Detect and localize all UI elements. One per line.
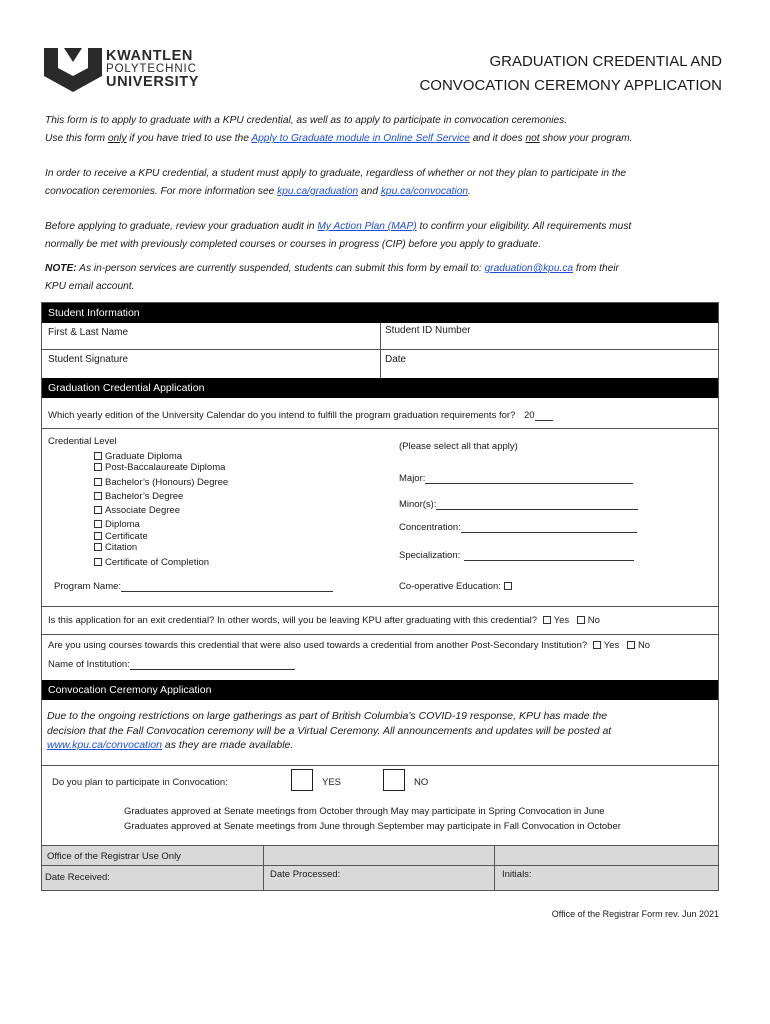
divider xyxy=(42,865,718,866)
intro-p3-line2: normally be met with previously completed courses or courses in progress (CIP) before you apply to graduate. xyxy=(45,239,542,250)
checkbox[interactable] xyxy=(94,506,102,514)
student-id-field[interactable]: Student ID Number xyxy=(385,325,471,336)
apply-to-graduate-link[interactable]: Apply to Graduate module in Online Self Service xyxy=(251,133,470,144)
credential-option[interactable]: Citation xyxy=(94,541,228,555)
logo-line-1: KWANTLEN xyxy=(106,48,193,64)
credential-option[interactable]: Associate Degree xyxy=(94,504,228,518)
convocation-website-link[interactable]: www.kpu.ca/convocation xyxy=(47,739,162,751)
credential-option[interactable]: Bachelor’s Degree xyxy=(94,490,228,504)
title-line-1: GRADUATION CREDENTIAL AND xyxy=(489,53,722,70)
student-info-header: Student Information xyxy=(42,303,718,323)
divider xyxy=(42,634,718,635)
intro-p1-line2: Use this form only if you have tried to use the Apply to Graduate module in Online Self Service and it does not show your program. xyxy=(45,133,633,144)
participate-question: Do you plan to participate in Convocation: xyxy=(52,777,228,788)
intro-p3-line1: Before applying to graduate, review your graduation audit in My Action Plan (MAP) to confirm your eligibility. All requirements must xyxy=(45,221,632,232)
credential-option[interactable]: Graduate Diploma xyxy=(94,450,228,464)
emphasis-not: not xyxy=(525,133,540,144)
note-line1: NOTE: As in-person services are currently suspended, students can submit this form by email to: graduation@kpu.ca from their xyxy=(45,263,619,274)
initials-field[interactable]: Initials: xyxy=(502,869,532,880)
checkbox[interactable] xyxy=(94,543,102,551)
exit-yes-checkbox[interactable] xyxy=(543,616,551,624)
convocation-covid-note: Due to the ongoing restrictions on large gatherings as part of British Columbia’s COVID-19 response, KPU has made the decision that the Fall Convocation ceremony will be a Virtual Ceremony. All announcements and updates will be posted at www.kpu.ca/convocation as they are made available. xyxy=(47,710,612,751)
convocation-yes-label: YES xyxy=(322,777,342,788)
checkbox[interactable] xyxy=(94,478,102,486)
page-title xyxy=(419,50,722,98)
credential-option[interactable]: Post-Baccalaureate Diploma xyxy=(94,461,228,475)
calendar-year-field[interactable]: 20 xyxy=(524,410,553,421)
institution-name-field[interactable]: Name of Institution: xyxy=(48,659,295,670)
checkbox[interactable] xyxy=(94,492,102,500)
coop-field[interactable]: Co-operative Education: xyxy=(399,581,515,592)
convocation-no-box[interactable] xyxy=(383,769,405,791)
divider xyxy=(263,845,264,890)
kpu-logo-mark-icon xyxy=(44,46,102,92)
exit-credential-question: Is this application for an exit credential? In other words, will you be leaving KPU after graduating with this credential? Yes No xyxy=(48,615,600,626)
convocation-link[interactable]: kpu.ca/convocation xyxy=(380,186,469,197)
signature-field[interactable]: Student Signature xyxy=(48,354,129,365)
program-name-field[interactable]: Program Name: xyxy=(54,581,333,592)
specialization-field[interactable]: Specialization: xyxy=(399,550,634,561)
divider xyxy=(42,428,718,429)
divider xyxy=(42,349,718,350)
intro-note xyxy=(45,260,725,296)
graduation-header: Graduation Credential Application xyxy=(42,378,718,398)
other-institution-question: Are you using courses towards this credential that were also used towards a credential from another Post-Secondary Institution? Yes No xyxy=(48,640,651,651)
concentration-field[interactable]: Concentration: xyxy=(399,522,637,533)
divider xyxy=(42,606,718,607)
convocation-header: Convocation Ceremony Application xyxy=(42,680,718,700)
my-action-plan-link[interactable]: My Action Plan (MAP) xyxy=(317,221,417,232)
convocation-no-label: NO xyxy=(414,777,429,788)
date-received-field[interactable]: Date Received: xyxy=(45,872,110,883)
application-form xyxy=(41,302,719,891)
divider xyxy=(42,765,718,766)
credential-option[interactable]: Diploma xyxy=(94,518,228,532)
form-revision: Office of the Registrar Form rev. Jun 2021 xyxy=(551,909,719,919)
intro-paragraph-2 xyxy=(45,165,725,201)
title-line-2: CONVOCATION CEREMONY APPLICATION xyxy=(419,77,722,94)
date-field[interactable]: Date xyxy=(385,354,407,365)
date-processed-field[interactable]: Date Processed: xyxy=(270,869,341,880)
registrar-fields-row xyxy=(42,865,718,890)
checkbox[interactable] xyxy=(94,520,102,528)
intro-p2-line1: In order to receive a KPU credential, a student must apply to graduate, regardless of whether or not they plan to participate in the xyxy=(45,168,627,179)
emphasis-only: only xyxy=(107,133,127,144)
checkbox[interactable] xyxy=(94,463,102,471)
credential-option[interactable]: Certificate of Completion xyxy=(94,556,228,570)
checkbox[interactable] xyxy=(94,558,102,566)
exit-no-checkbox[interactable] xyxy=(577,616,585,624)
fall-convocation-info: Graduates approved at Senate meetings from June through September may participate in Fall Convocation in October xyxy=(124,821,621,832)
intro-paragraph-3 xyxy=(45,218,725,254)
divider xyxy=(42,845,718,846)
checkbox[interactable] xyxy=(94,532,102,540)
minor-field[interactable]: Minor(s): xyxy=(399,499,638,510)
kpu-logo xyxy=(44,46,214,92)
intro-p1-line1: This form is to apply to graduate with a KPU credential, as well as to apply to participate in convocation ceremonies. xyxy=(45,115,568,126)
note-label: NOTE: xyxy=(45,263,77,274)
registrar-header: Office of the Registrar Use Only xyxy=(47,851,181,862)
divider xyxy=(380,323,381,379)
credential-option[interactable]: Bachelor’s (Honours) Degree xyxy=(94,476,228,490)
major-field[interactable]: Major: xyxy=(399,473,633,484)
graduation-link[interactable]: kpu.ca/graduation xyxy=(277,186,359,197)
intro-paragraph-1 xyxy=(45,112,725,148)
other-yes-checkbox[interactable] xyxy=(593,641,601,649)
other-no-checkbox[interactable] xyxy=(627,641,635,649)
name-field[interactable]: First & Last Name xyxy=(48,327,129,338)
intro-p2-line2: convocation ceremonies. For more information see kpu.ca/graduation and kpu.ca/convocation. xyxy=(45,186,471,197)
divider xyxy=(494,845,495,890)
graduation-email-link[interactable]: graduation@kpu.ca xyxy=(484,263,574,274)
logo-line-2: POLYTECHNIC xyxy=(106,63,197,75)
checkbox[interactable] xyxy=(94,452,102,460)
coop-checkbox[interactable] xyxy=(504,582,512,590)
calendar-question: Which yearly edition of the University Calendar do you intend to fulfill the program graduation requirements for? 20 xyxy=(48,410,553,421)
logo-line-3: UNIVERSITY xyxy=(106,74,200,90)
convocation-yes-box[interactable] xyxy=(291,769,313,791)
note-line2: KPU email account. xyxy=(45,281,135,292)
select-all-hint: (Please select all that apply) xyxy=(399,441,518,452)
spring-convocation-info: Graduates approved at Senate meetings from October through May may participate in Spring Convocation in June xyxy=(124,806,605,817)
credential-level-list xyxy=(94,450,228,571)
credential-option[interactable]: Certificate xyxy=(94,530,228,544)
credential-level-label: Credential Level xyxy=(48,436,117,447)
